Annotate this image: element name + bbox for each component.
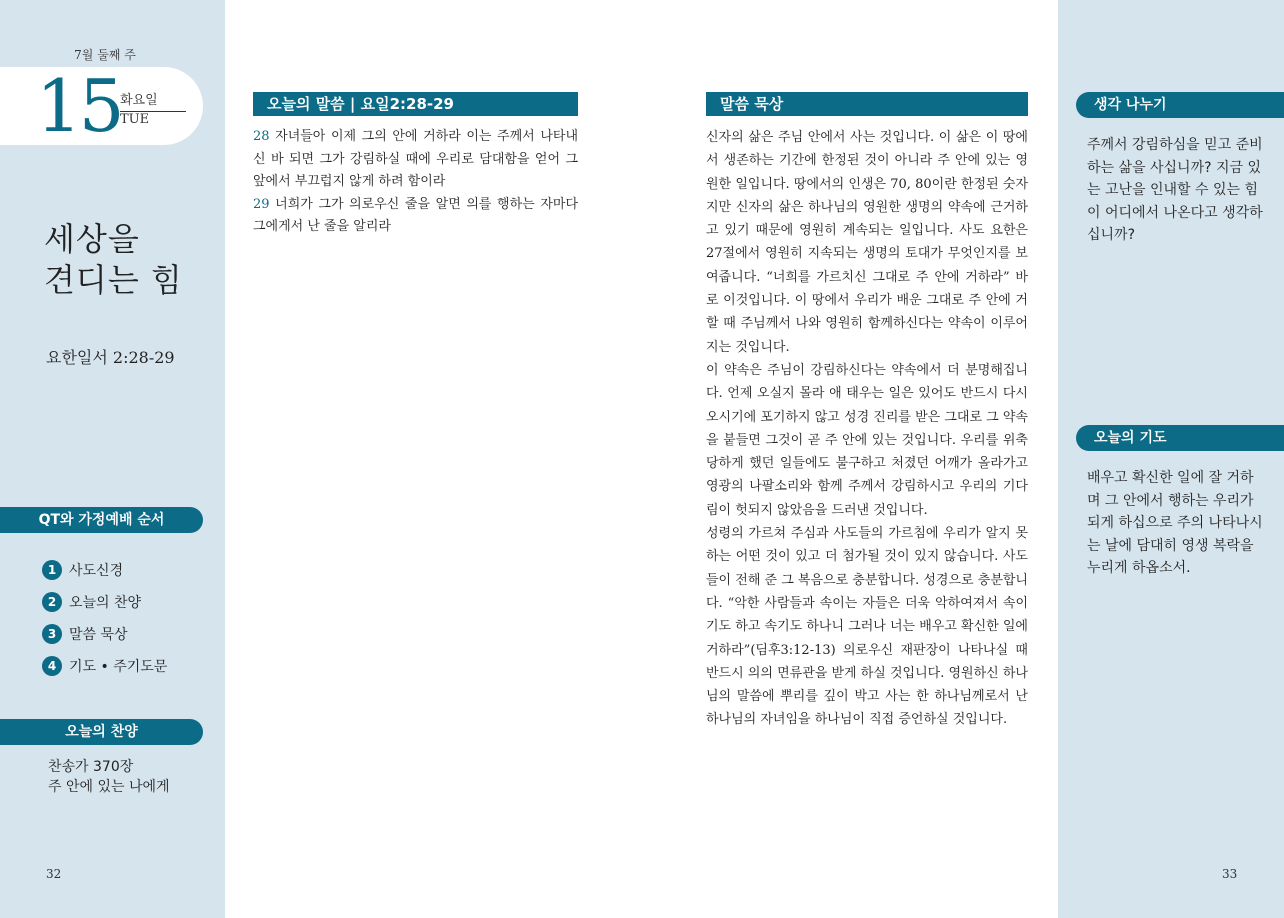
- number-badge: 2: [42, 592, 62, 612]
- hymn-heading: 오늘의 찬양: [0, 719, 203, 745]
- list-item: [42, 586, 167, 618]
- number-badge: 4: [42, 656, 62, 676]
- order-item-label: 오늘의 찬양: [69, 595, 142, 611]
- verse-text: [253, 126, 578, 239]
- list-item: [42, 650, 167, 682]
- meditation-heading: 말씀 묵상: [706, 92, 1028, 116]
- verse-body: 너희가 그가 의로우신 줄을 알면 의를 행하는 자마다 그에게서 난 줄을 알리라: [253, 196, 578, 234]
- page-number-left: 32: [46, 867, 62, 881]
- page-number-right: 33: [1222, 867, 1238, 881]
- list-item: [42, 554, 167, 586]
- prayer-text: 배우고 확신한 일에 잘 거하며 그 안에서 행하는 우리가 되게 하십으로 주의 나타나시는 날에 담대히 영생 복락을 누리게 하옵소서.: [1087, 470, 1263, 576]
- meditation-paragraph: 신자의 삶은 주님 안에서 사는 것입니다. 이 삶은 이 땅에서 생존하는 기간에 한정된 것이 아니라 주 안에 있는 영원한 일입니다. 땅에서의 인생은 70, 80이란 한정된 숫자지만 신자의 삶은 하나님의 영원한 생명의 약속에 근거하고 있기 때문에 영원히 계속되는 일입니다. 사도 요한은 27절에서 영원히 지속되는 생명의 토대가 무엇인지를 보여줍니다. “너희를 가르치신 그대로 주 안에 거하라” 바로 이것입니다. 이 땅에서 우리가 배운 그대로 주 안에 거할 때 주님께서 나와 영원히 함께하신다는 약속이 이루어지는 것입니다.: [706, 130, 1028, 355]
- hymn-number: 찬송가 370장: [48, 759, 134, 775]
- hymn-info: [48, 757, 170, 797]
- share-text: 주께서 강림하심을 믿고 준비하는 삶을 사십니까? 지금 있는 고난을 인내할 수 있는 힘이 어디에서 나온다고 생각하십니까?: [1087, 137, 1263, 243]
- word-heading: 오늘의 말씀 | 요일2:28-29: [253, 92, 578, 116]
- verse-number: 29: [253, 196, 270, 212]
- day-english: TUE: [120, 112, 150, 127]
- day-korean: 화요일: [120, 89, 186, 112]
- verse-number: 28: [253, 129, 270, 144]
- meditation-paragraph: 이 약속은 주님이 강림하신다는 약속에서 더 분명해집니다. 언제 오실지 몰라 애 태우는 일은 있어도 반드시 다시 오시기에 포기하지 않고 성경 진리를 받은 그대로 그 약속을 붙들면 그것이 곧 주 안에 있는 것입니다. 우리를 위축당하게 했던 일들에도 불구하고 처졌던 어깨가 올라가고 영광의 나팔소리와 함께 주께서 강림하시고 우리의 기다림이 헛되지 않았음을 드러낸 것입니다.: [706, 362, 1028, 518]
- meditation-paragraph: 성령의 가르쳐 주심과 사도들의 가르침에 우리가 알지 못하는 어떤 것이 있고 더 첨가될 것이 있지 않습니다. 사도들이 전해 준 그 복음으로 충분합니다. 성경으로 충분합니다. “악한 사람들과 속이는 자들은 더욱 악하여져서 속이기도 하고 속기도 하나니 그러나 너는 배우고 확신한 일에 거하라”(딤후3:12-13) 의로우신 재판장이 나타나실 때 반드시 의의 면류관을 받게 하실 것입니다. 영원하신 하나님의 말씀에 뿌리를 깊이 박고 사는 한 하나님께로서 난 하나님의 자녀임을 하나님이 직접 증언하실 것입니다.: [706, 526, 1028, 728]
- verse-body: 자녀들아 이제 그의 안에 거하라 이는 주께서 나타내신 바 되면 그가 강림하실 때에 우리로 담대함을 얻어 그 앞에서 부끄럽지 않게 하려 함이라: [253, 129, 578, 189]
- prayer-heading: 오늘의 기도: [1076, 425, 1284, 451]
- order-heading: QT와 가정예배 순서: [0, 507, 203, 533]
- order-item-label: 사도신경: [69, 563, 124, 579]
- page-title-line2: 견디는 힘: [44, 261, 183, 299]
- page-title-line1: 세상을: [44, 220, 140, 258]
- hymn-name: 주 안에 있는 나에게: [48, 779, 170, 795]
- order-item-label: 말씀 묵상: [69, 627, 128, 643]
- order-list: [42, 554, 167, 682]
- share-heading: 생각 나누기: [1076, 92, 1284, 118]
- scripture-reference: 요한일서 2:28-29: [46, 348, 175, 367]
- number-badge: 1: [42, 560, 62, 580]
- date-number: 15: [36, 64, 122, 148]
- meditation-text: [706, 126, 1028, 732]
- order-item-label: 기도 • 주기도문: [69, 659, 168, 675]
- week-label: 7월 둘째 주: [74, 48, 136, 62]
- number-badge: 3: [42, 624, 62, 644]
- list-item: [42, 618, 167, 650]
